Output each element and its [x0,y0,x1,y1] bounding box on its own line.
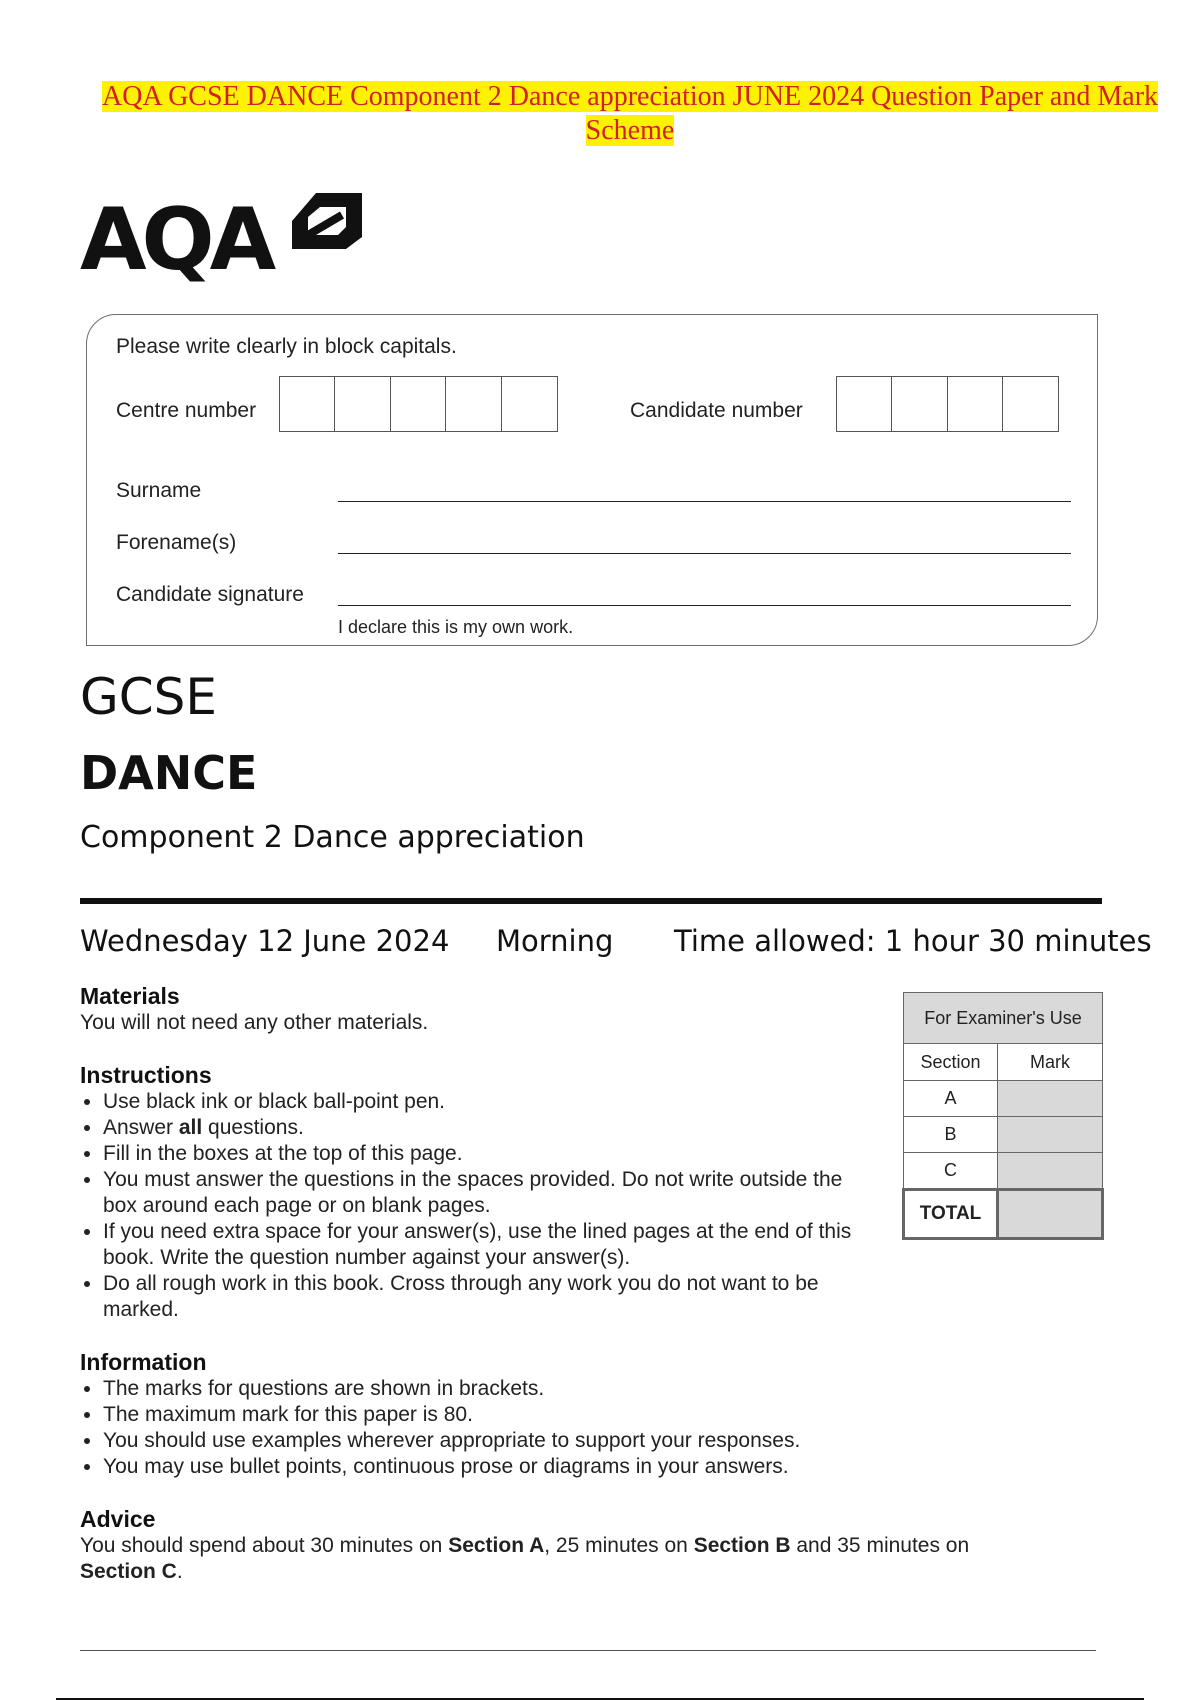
candidate-number-label: Candidate number [630,399,803,422]
candidate-number-digit-box[interactable] [947,376,1004,432]
list-item: • Do all rough work in this book. Cross through any work you do not want to be marked. [103,1271,860,1323]
surname-field[interactable] [338,501,1071,502]
total-mark [998,1190,1103,1239]
aqa-logo [80,190,272,290]
list-item: • The maximum mark for this paper is 80. [103,1402,860,1428]
materials-heading: Materials [80,983,180,1009]
list-item: • Use black ink or black ball-point pen. [103,1089,860,1115]
advice-heading: Advice [80,1506,156,1532]
information-list [80,1376,860,1480]
section-a-label: A [904,1081,998,1117]
signature-label: Candidate signature [116,583,304,606]
answer-post: questions. [202,1116,304,1139]
instructions-heading: Instructions [80,1062,212,1088]
candidate-number-digit-box[interactable] [836,376,893,432]
centre-number-digit-box[interactable] [390,376,447,432]
advice-part: and 35 minutes on [790,1534,970,1557]
exam-date: Wednesday 12 June 2024 [80,924,450,958]
answer-pre: Answer [103,1116,179,1139]
centre-number-digit-box[interactable] [279,376,336,432]
list-item: • You must answer the questions in the spaces provided. Do not write outside the box around each page or on blank pages. [103,1167,860,1219]
forenames-label: Forename(s) [116,531,237,554]
answer-bold: all [178,1116,203,1139]
footer-divider [80,1650,1096,1651]
qualification-heading: GCSE [80,668,217,726]
aqa-flag-icon [280,193,420,288]
subject-heading: DANCE [80,746,258,800]
mark-column-header: Mark [998,1044,1103,1081]
candidate-details-box [86,314,1098,646]
forenames-field[interactable] [338,553,1071,554]
advice-part: , 25 minutes on [544,1534,694,1557]
list-item: • The marks for questions are shown in brackets. [103,1376,860,1402]
examiner-use-table [902,992,1104,1240]
instructions-list [80,1089,860,1323]
exam-session: Morning [496,924,614,958]
advice-section-b: Section B [693,1534,791,1557]
section-a-mark [998,1081,1103,1117]
list-item [103,1115,860,1141]
advice-section-c: Section C [80,1560,177,1583]
advice-part: You should spend about 30 minutes on [80,1534,449,1557]
block-capitals-prompt: Please write clearly in block capitals. [116,335,457,358]
time-allowed: Time allowed: 1 hour 30 minutes [674,924,1152,958]
section-b-label: B [904,1117,998,1153]
centre-number-digit-box[interactable] [445,376,502,432]
section-column-header: Section [904,1044,998,1081]
list-item: • You should use examples wherever appropriate to support your responses. [103,1428,860,1454]
centre-number-boxes[interactable] [280,376,558,432]
list-item: • If you need extra space for your answer(s), use the lined pages at the end of this book. Write the question number against your answer(s). [103,1219,860,1271]
advice-part: . [176,1560,183,1583]
total-label: TOTAL [904,1190,998,1239]
section-b-mark [998,1117,1103,1153]
document-banner-title [80,80,1180,148]
section-c-label: C [904,1153,998,1190]
candidate-number-digit-box[interactable] [1002,376,1059,432]
candidate-number-boxes[interactable] [837,376,1059,432]
candidate-number-digit-box[interactable] [891,376,948,432]
centre-number-label: Centre number [116,399,257,422]
list-item: • Fill in the boxes at the top of this page. [103,1141,860,1167]
materials-text: You will not need any other materials. [80,1011,429,1034]
centre-number-digit-box[interactable] [501,376,558,432]
surname-label: Surname [116,479,202,502]
examiner-table-title: For Examiner's Use [904,993,1103,1044]
banner-title-text: AQA GCSE DANCE Component 2 Dance appreciation JUNE 2024 Question Paper and Mark Scheme [101,81,1159,146]
component-heading: Component 2 Dance appreciation [80,820,585,855]
advice-text [80,1533,1040,1585]
advice-section-a: Section A [448,1534,545,1557]
heading-divider [80,898,1102,904]
section-c-mark [998,1153,1103,1190]
information-heading: Information [80,1349,207,1375]
own-work-declaration: I declare this is my own work. [338,617,574,637]
list-item: • You may use bullet points, continuous prose or diagrams in your answers. [103,1454,860,1480]
aqa-logo-text: AQA [80,190,272,290]
centre-number-digit-box[interactable] [334,376,391,432]
signature-field[interactable] [338,605,1071,606]
